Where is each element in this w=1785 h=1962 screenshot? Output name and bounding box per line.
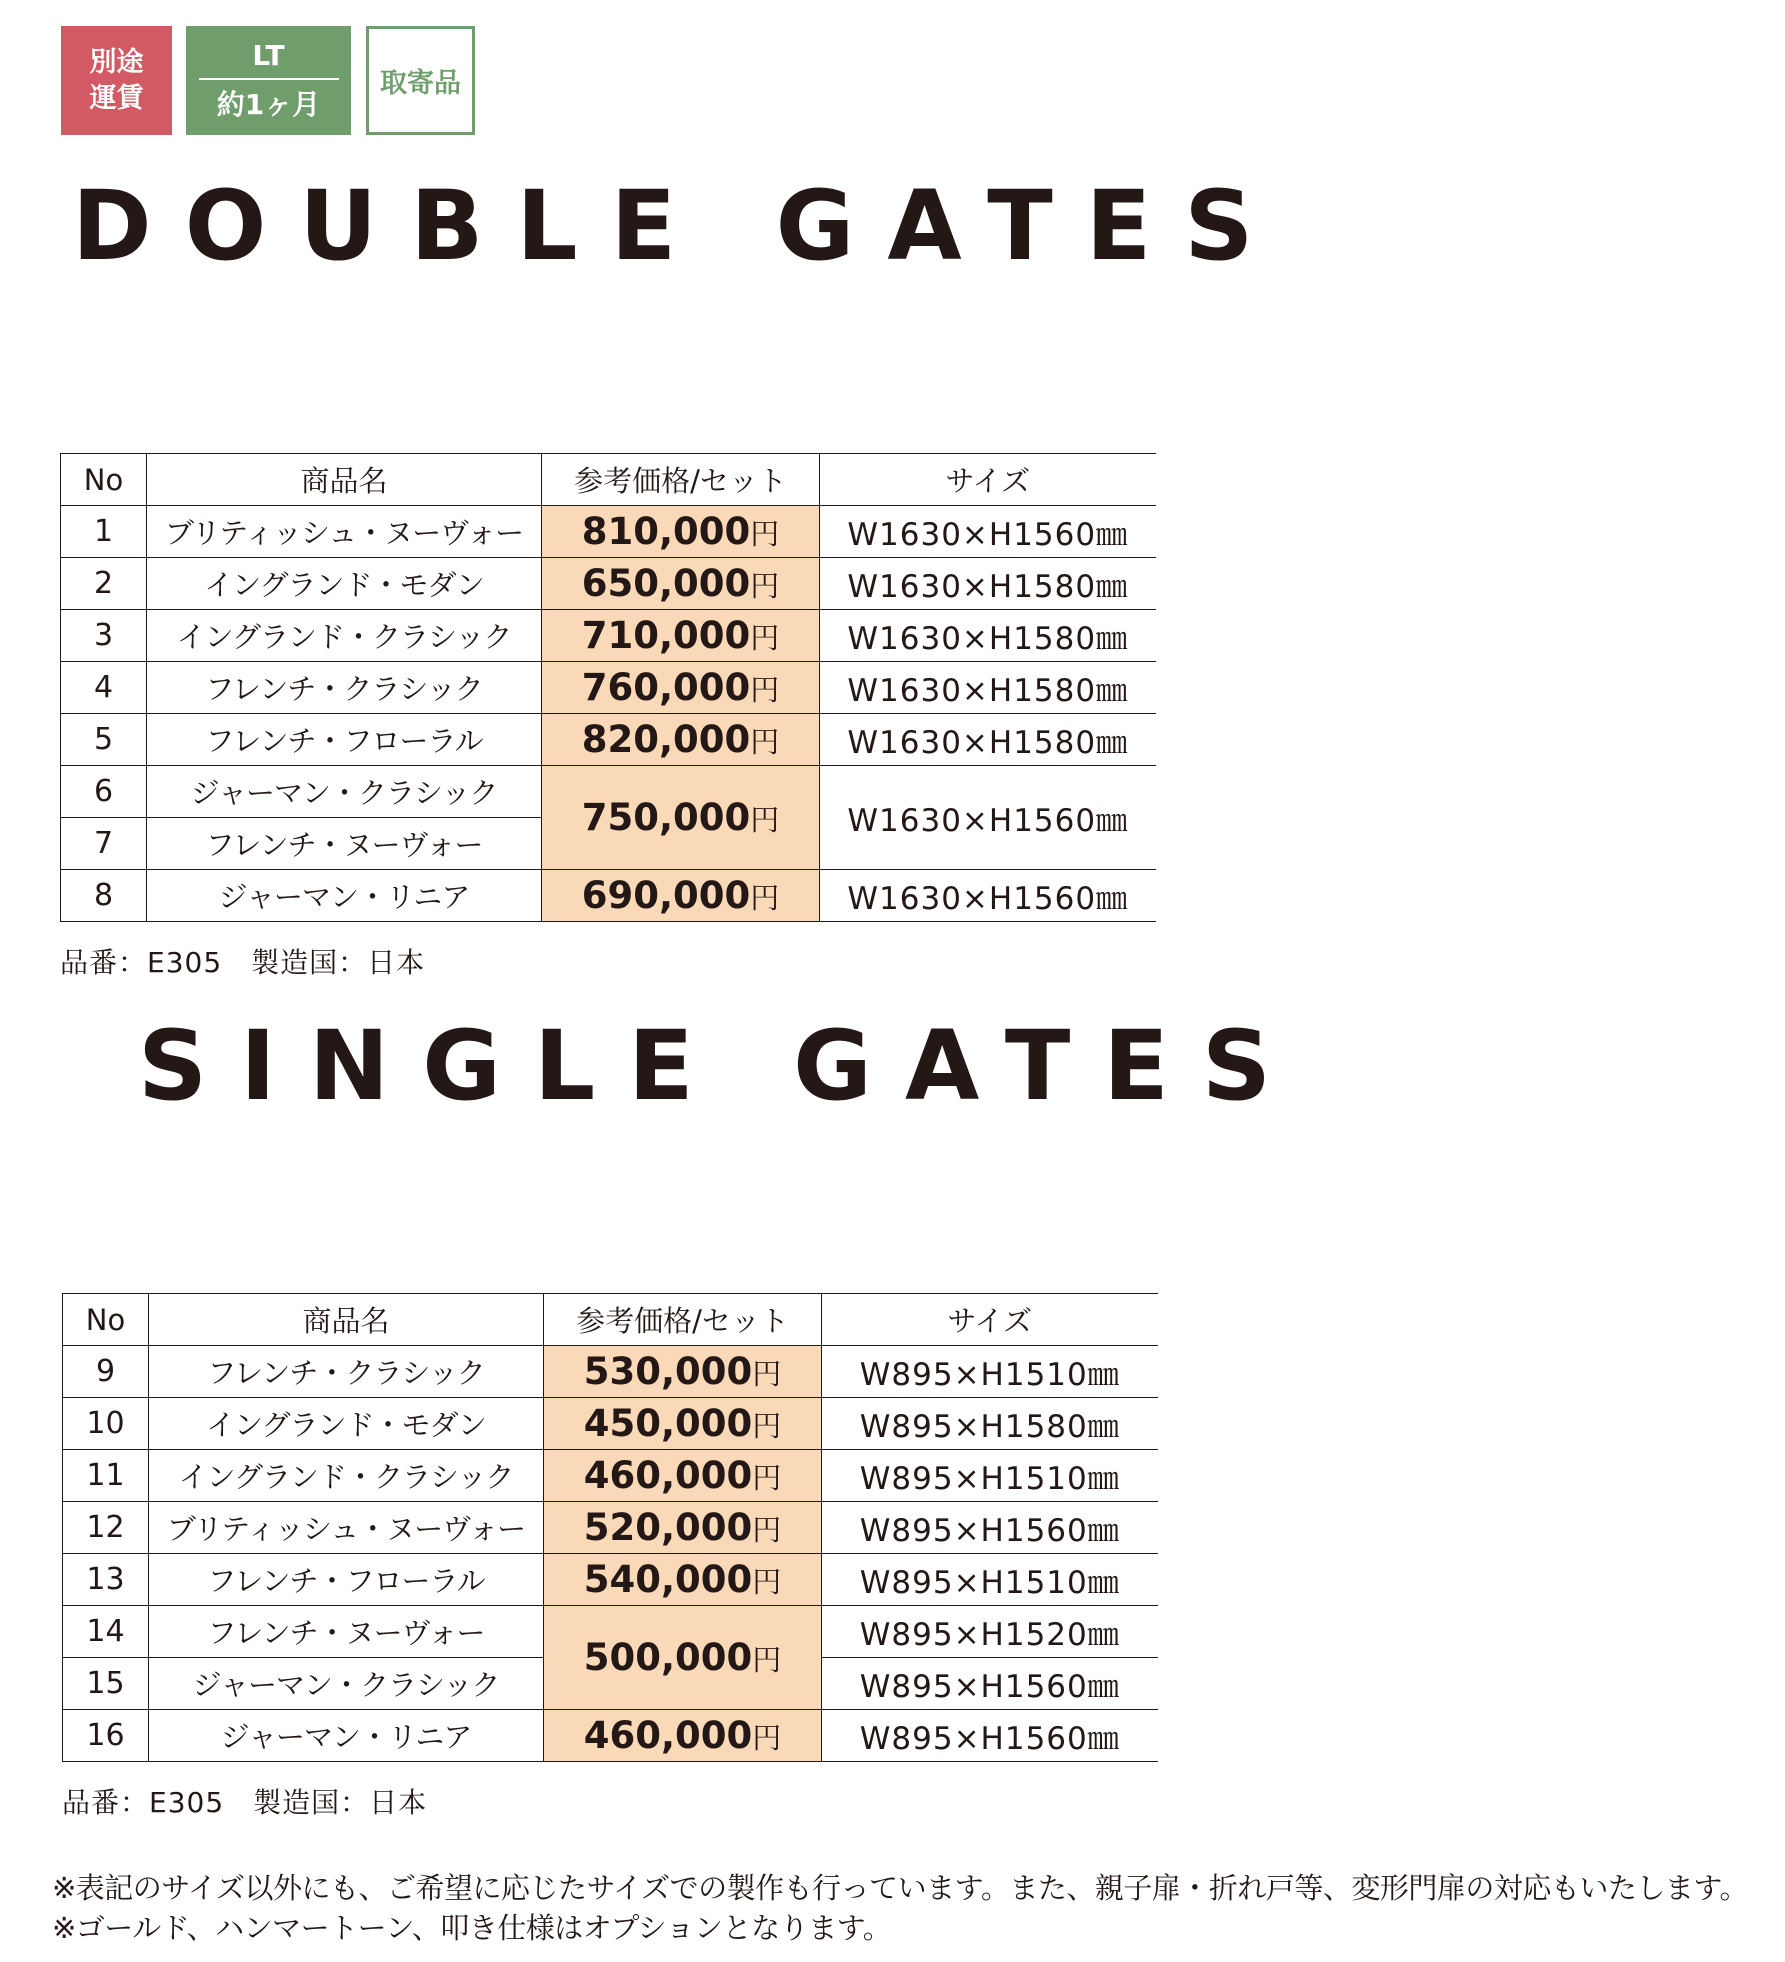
yen-unit: 円 <box>752 1461 782 1495</box>
row-size: W1630×H1580㎜ <box>820 558 1156 610</box>
header-product-name: 商品名 <box>147 454 542 506</box>
yen-unit: 円 <box>752 1409 782 1443</box>
table-row <box>63 1710 1158 1762</box>
yen-unit: 円 <box>750 803 780 837</box>
row-price <box>542 610 820 662</box>
row-product-name: フレンチ・ヌーヴォー <box>149 1606 544 1658</box>
yen-unit: 円 <box>752 1357 782 1391</box>
row-price <box>542 870 820 922</box>
table-row <box>61 558 1156 610</box>
header-no: No <box>61 454 147 506</box>
price-amount: 710,000 <box>581 614 751 657</box>
yen-unit: 円 <box>750 881 780 915</box>
lead-time-label: LT <box>252 38 285 72</box>
table-row <box>61 662 1156 714</box>
row-product-name: イングランド・クラシック <box>149 1450 544 1502</box>
row-size: W895×H1560㎜ <box>822 1710 1158 1762</box>
row-product-name: フレンチ・クラシック <box>147 662 542 714</box>
yen-unit: 円 <box>750 517 780 551</box>
row-product-name: フレンチ・ヌーヴォー <box>147 818 542 870</box>
row-product-name: フレンチ・フローラル <box>149 1554 544 1606</box>
price-amount: 760,000 <box>581 666 751 709</box>
row-no: 2 <box>61 558 147 610</box>
header-size: サイズ <box>820 454 1156 506</box>
row-product-name: フレンチ・クラシック <box>149 1346 544 1398</box>
row-product-name: ジャーマン・クラシック <box>149 1658 544 1710</box>
table-row <box>63 1606 1158 1658</box>
row-size: W1630×H1560㎜ <box>820 506 1156 558</box>
row-product-name: イングランド・モダン <box>147 558 542 610</box>
row-no: 8 <box>61 870 147 922</box>
table-row <box>61 506 1156 558</box>
double-gates-title: DOUBLE GATES <box>72 170 1287 282</box>
row-no: 3 <box>61 610 147 662</box>
row-size: W1630×H1580㎜ <box>820 662 1156 714</box>
freight-badge-line2: 運賃 <box>89 82 144 114</box>
row-product-name: ジャーマン・リニア <box>149 1710 544 1762</box>
row-product-name: イングランド・モダン <box>149 1398 544 1450</box>
price-amount: 450,000 <box>583 1402 753 1445</box>
row-price <box>544 1346 822 1398</box>
price-amount: 500,000 <box>583 1636 753 1679</box>
row-size: W895×H1520㎜ <box>822 1606 1158 1658</box>
yen-unit: 円 <box>750 725 780 759</box>
footnotes <box>52 1868 1748 1948</box>
yen-unit: 円 <box>752 1565 782 1599</box>
single-gates-spec: 品番：E305 製造国：日本 <box>62 1786 428 1819</box>
row-price <box>544 1554 822 1606</box>
price-amount: 460,000 <box>583 1714 753 1757</box>
table-row <box>61 714 1156 766</box>
row-no: 9 <box>63 1346 149 1398</box>
row-no: 10 <box>63 1398 149 1450</box>
row-size: W1630×H1560㎜ <box>820 766 1156 870</box>
price-amount: 650,000 <box>581 562 751 605</box>
table-row <box>61 610 1156 662</box>
price-amount: 530,000 <box>583 1350 753 1393</box>
row-price <box>542 506 820 558</box>
row-price <box>544 1450 822 1502</box>
table-row <box>61 766 1156 818</box>
row-no: 11 <box>63 1450 149 1502</box>
lead-time-badge <box>186 26 351 135</box>
double-gates-table <box>60 453 1156 922</box>
footnote-options: ※ゴールド、ハンマートーン、叩き仕様はオプションとなります。 <box>52 1911 892 1945</box>
row-size: W895×H1580㎜ <box>822 1398 1158 1450</box>
single-gates-title: SINGLE GATES <box>138 1010 1305 1122</box>
lead-time-value: 約1ヶ月 <box>216 87 321 121</box>
row-product-name: ブリティッシュ・ヌーヴォー <box>147 506 542 558</box>
row-price <box>544 1398 822 1450</box>
header-price: 参考価格/セット <box>544 1294 822 1346</box>
header-product-name: 商品名 <box>149 1294 544 1346</box>
price-amount: 820,000 <box>581 718 751 761</box>
row-price <box>544 1502 822 1554</box>
row-no: 1 <box>61 506 147 558</box>
row-price <box>542 766 820 870</box>
row-size: W1630×H1560㎜ <box>820 870 1156 922</box>
header-no: No <box>63 1294 149 1346</box>
row-no: 4 <box>61 662 147 714</box>
table-row <box>61 870 1156 922</box>
row-no: 16 <box>63 1710 149 1762</box>
row-no: 13 <box>63 1554 149 1606</box>
price-amount: 750,000 <box>581 796 751 839</box>
row-price <box>542 662 820 714</box>
row-no: 14 <box>63 1606 149 1658</box>
row-price <box>544 1710 822 1762</box>
order-item-label: 取寄品 <box>380 68 461 99</box>
row-size: W895×H1560㎜ <box>822 1658 1158 1710</box>
price-amount: 520,000 <box>583 1506 753 1549</box>
price-amount: 540,000 <box>583 1558 753 1601</box>
row-no: 6 <box>61 766 147 818</box>
row-no: 15 <box>63 1658 149 1710</box>
row-size: W895×H1560㎜ <box>822 1502 1158 1554</box>
table-row <box>63 1398 1158 1450</box>
row-product-name: イングランド・クラシック <box>147 610 542 662</box>
row-size: W895×H1510㎜ <box>822 1450 1158 1502</box>
separate-freight-badge <box>61 26 172 135</box>
row-size: W895×H1510㎜ <box>822 1346 1158 1398</box>
row-no: 7 <box>61 818 147 870</box>
yen-unit: 円 <box>750 621 780 655</box>
table-row <box>63 1502 1158 1554</box>
header-size: サイズ <box>822 1294 1158 1346</box>
row-price <box>542 714 820 766</box>
table-row <box>63 1554 1158 1606</box>
freight-badge-line1: 別途 <box>89 46 144 78</box>
footnote-custom-size: ※表記のサイズ以外にも、ご希望に応じたサイズでの製作も行っています。また、親子扉・折れ戸等、変形門扉の対応もいたします。 <box>52 1871 1749 1905</box>
yen-unit: 円 <box>752 1513 782 1547</box>
header-price: 参考価格/セット <box>542 454 820 506</box>
table-header-row <box>63 1294 1158 1346</box>
row-size: W1630×H1580㎜ <box>820 714 1156 766</box>
row-product-name: ジャーマン・リニア <box>147 870 542 922</box>
table-row <box>63 1450 1158 1502</box>
row-size: W1630×H1580㎜ <box>820 610 1156 662</box>
yen-unit: 円 <box>752 1721 782 1755</box>
price-amount: 460,000 <box>583 1454 753 1497</box>
table-header-row <box>61 454 1156 506</box>
yen-unit: 円 <box>750 673 780 707</box>
row-price <box>542 558 820 610</box>
row-size: W895×H1510㎜ <box>822 1554 1158 1606</box>
yen-unit: 円 <box>752 1643 782 1677</box>
yen-unit: 円 <box>750 569 780 603</box>
single-gates-table <box>62 1293 1158 1762</box>
row-product-name: ジャーマン・クラシック <box>147 766 542 818</box>
row-no: 12 <box>63 1502 149 1554</box>
row-product-name: ブリティッシュ・ヌーヴォー <box>149 1502 544 1554</box>
double-gates-spec: 品番：E305 製造国：日本 <box>60 946 426 979</box>
row-no: 5 <box>61 714 147 766</box>
price-amount: 810,000 <box>581 510 751 553</box>
price-amount: 690,000 <box>581 874 751 917</box>
table-row <box>63 1346 1158 1398</box>
row-product-name: フレンチ・フローラル <box>147 714 542 766</box>
order-item-badge <box>366 26 475 135</box>
row-price <box>544 1606 822 1710</box>
